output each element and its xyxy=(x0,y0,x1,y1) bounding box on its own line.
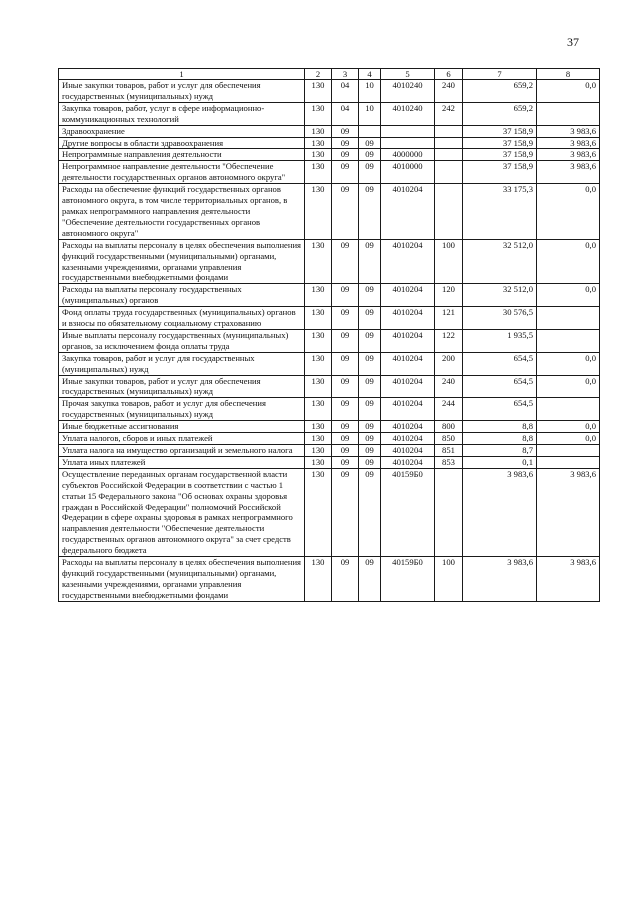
row-expense-type: 121 xyxy=(435,307,463,330)
row-name: Иные закупки товаров, работ и услуг для обеспечения государственных (муниципальных) нужд xyxy=(59,375,305,398)
row-subsection-code: 09 xyxy=(359,329,381,352)
page-number: 37 xyxy=(567,35,579,49)
row-expense-type: 240 xyxy=(435,375,463,398)
row-amount: 8,7 xyxy=(463,445,537,457)
row-target-code: 4010204 xyxy=(381,398,435,421)
row-expense-type xyxy=(435,137,463,149)
table-row xyxy=(59,184,600,240)
row-section-code: 09 xyxy=(332,433,359,445)
row-expense-type: 100 xyxy=(435,239,463,284)
row-section-code: 09 xyxy=(332,375,359,398)
row-target-code: 4010204 xyxy=(381,284,435,307)
row-amount: 33 175,3 xyxy=(463,184,537,240)
row-ministry-code: 130 xyxy=(305,445,332,457)
row-ministry-code: 130 xyxy=(305,329,332,352)
row-subsection-code: 09 xyxy=(359,161,381,184)
table-row xyxy=(59,456,600,468)
row-expense-type xyxy=(435,149,463,161)
row-name: Здравоохранение xyxy=(59,125,305,137)
row-federal-amount: 3 983,6 xyxy=(537,557,600,602)
row-target-code: 4010204 xyxy=(381,456,435,468)
row-section-code: 09 xyxy=(332,352,359,375)
row-amount: 654,5 xyxy=(463,398,537,421)
row-federal-amount: 3 983,6 xyxy=(537,161,600,184)
row-section-code: 04 xyxy=(332,80,359,103)
row-ministry-code: 130 xyxy=(305,557,332,602)
row-subsection-code: 09 xyxy=(359,433,381,445)
header-cell: 4 xyxy=(359,69,381,80)
row-name: Закупка товаров, работ и услуг для государственных (муниципальных) нужд xyxy=(59,352,305,375)
row-name: Расходы на выплаты персоналу государственных (муниципальных) органов xyxy=(59,284,305,307)
row-amount: 37 158,9 xyxy=(463,137,537,149)
row-federal-amount xyxy=(537,456,600,468)
row-ministry-code: 130 xyxy=(305,468,332,556)
table-row xyxy=(59,102,600,125)
row-target-code: 4010204 xyxy=(381,375,435,398)
row-ministry-code: 130 xyxy=(305,375,332,398)
row-amount: 654,5 xyxy=(463,375,537,398)
row-federal-amount: 0,0 xyxy=(537,375,600,398)
table-row xyxy=(59,307,600,330)
row-subsection-code: 10 xyxy=(359,80,381,103)
row-expense-type: 853 xyxy=(435,456,463,468)
row-section-code: 09 xyxy=(332,239,359,284)
row-federal-amount xyxy=(537,445,600,457)
row-expense-type: 244 xyxy=(435,398,463,421)
row-name: Иные выплаты персоналу государственных (муниципальных) органов, за исключением фонда оплаты труда xyxy=(59,329,305,352)
table-row xyxy=(59,352,600,375)
row-federal-amount: 3 983,6 xyxy=(537,137,600,149)
row-amount: 37 158,9 xyxy=(463,161,537,184)
budget-table xyxy=(58,68,600,602)
row-federal-amount xyxy=(537,329,600,352)
row-expense-type xyxy=(435,184,463,240)
row-section-code: 09 xyxy=(332,184,359,240)
row-subsection-code: 09 xyxy=(359,149,381,161)
row-expense-type: 242 xyxy=(435,102,463,125)
row-federal-amount: 0,0 xyxy=(537,80,600,103)
row-name: Прочая закупка товаров, работ и услуг для обеспечения государственных (муниципальных) нужд xyxy=(59,398,305,421)
header-cell: 6 xyxy=(435,69,463,80)
row-section-code: 09 xyxy=(332,468,359,556)
row-amount: 659,2 xyxy=(463,102,537,125)
row-federal-amount xyxy=(537,307,600,330)
row-target-code: 40159Б0 xyxy=(381,468,435,556)
row-expense-type xyxy=(435,468,463,556)
row-section-code: 09 xyxy=(332,125,359,137)
row-target-code: 4010000 xyxy=(381,161,435,184)
row-target-code xyxy=(381,137,435,149)
row-expense-type xyxy=(435,125,463,137)
row-amount: 37 158,9 xyxy=(463,149,537,161)
row-target-code: 4010240 xyxy=(381,80,435,103)
header-cell: 1 xyxy=(59,69,305,80)
row-federal-amount: 3 983,6 xyxy=(537,149,600,161)
row-section-code: 09 xyxy=(332,161,359,184)
row-name: Иные закупки товаров, работ и услуг для обеспечения государственных (муниципальных) нужд xyxy=(59,80,305,103)
row-section-code: 04 xyxy=(332,102,359,125)
table-row xyxy=(59,375,600,398)
row-section-code: 09 xyxy=(332,329,359,352)
row-expense-type: 800 xyxy=(435,421,463,433)
row-amount: 32 512,0 xyxy=(463,284,537,307)
table-row xyxy=(59,239,600,284)
row-amount: 32 512,0 xyxy=(463,239,537,284)
table-row xyxy=(59,284,600,307)
row-expense-type: 122 xyxy=(435,329,463,352)
header-cell: 7 xyxy=(463,69,537,80)
table-body xyxy=(59,80,600,602)
row-name: Другие вопросы в области здравоохранения xyxy=(59,137,305,149)
table-row xyxy=(59,398,600,421)
row-target-code: 4010204 xyxy=(381,433,435,445)
row-subsection-code: 09 xyxy=(359,137,381,149)
row-name: Расходы на выплаты персоналу в целях обеспечения выполнения функций государственными (муниципальными) органами, казенными учреждениями, органами управления государственными внебюджетными фондами xyxy=(59,557,305,602)
row-name: Иные бюджетные ассигнования xyxy=(59,421,305,433)
row-section-code: 09 xyxy=(332,307,359,330)
table-row xyxy=(59,468,600,556)
row-ministry-code: 130 xyxy=(305,307,332,330)
row-target-code: 40159Б0 xyxy=(381,557,435,602)
row-amount: 1 935,5 xyxy=(463,329,537,352)
row-target-code: 4000000 xyxy=(381,149,435,161)
row-ministry-code: 130 xyxy=(305,102,332,125)
row-amount: 3 983,6 xyxy=(463,468,537,556)
row-ministry-code: 130 xyxy=(305,284,332,307)
row-section-code: 09 xyxy=(332,456,359,468)
row-ministry-code: 130 xyxy=(305,161,332,184)
row-expense-type: 851 xyxy=(435,445,463,457)
row-subsection-code xyxy=(359,125,381,137)
row-expense-type: 200 xyxy=(435,352,463,375)
row-name: Фонд оплаты труда государственных (муниципальных) органов и взносы по обязательному социальному страхованию xyxy=(59,307,305,330)
row-subsection-code: 09 xyxy=(359,398,381,421)
row-expense-type xyxy=(435,161,463,184)
row-subsection-code: 09 xyxy=(359,456,381,468)
header-cell: 2 xyxy=(305,69,332,80)
row-federal-amount: 0,0 xyxy=(537,433,600,445)
row-ministry-code: 130 xyxy=(305,149,332,161)
row-expense-type: 240 xyxy=(435,80,463,103)
row-federal-amount: 0,0 xyxy=(537,421,600,433)
row-section-code: 09 xyxy=(332,284,359,307)
row-federal-amount: 0,0 xyxy=(537,239,600,284)
row-subsection-code: 09 xyxy=(359,352,381,375)
row-target-code: 4010204 xyxy=(381,307,435,330)
row-ministry-code: 130 xyxy=(305,239,332,284)
row-federal-amount: 0,0 xyxy=(537,184,600,240)
row-federal-amount xyxy=(537,102,600,125)
row-name: Расходы на обеспечение функций государственных органов автономного округа, в том числе территориальных органов, в рамках непрограммного направления деятельности "Обеспечение деятельности государственных органов автономного округа" xyxy=(59,184,305,240)
row-section-code: 09 xyxy=(332,137,359,149)
row-subsection-code: 09 xyxy=(359,284,381,307)
table-row xyxy=(59,125,600,137)
row-federal-amount: 3 983,6 xyxy=(537,468,600,556)
row-expense-type: 850 xyxy=(435,433,463,445)
row-target-code: 4010204 xyxy=(381,239,435,284)
row-subsection-code: 09 xyxy=(359,421,381,433)
header-cell: 3 xyxy=(332,69,359,80)
row-subsection-code: 09 xyxy=(359,445,381,457)
row-subsection-code: 09 xyxy=(359,468,381,556)
row-ministry-code: 130 xyxy=(305,456,332,468)
row-target-code: 4010240 xyxy=(381,102,435,125)
row-federal-amount: 0,0 xyxy=(537,284,600,307)
table-row xyxy=(59,433,600,445)
row-ministry-code: 130 xyxy=(305,421,332,433)
row-subsection-code: 09 xyxy=(359,557,381,602)
table-row xyxy=(59,421,600,433)
row-subsection-code: 10 xyxy=(359,102,381,125)
row-ministry-code: 130 xyxy=(305,125,332,137)
row-amount: 0,1 xyxy=(463,456,537,468)
row-name: Осуществление переданных органам государственной власти субъектов Российской Федерации в соответствии с частью 1 статьи 15 Федерального закона "Об основах охраны здоровья граждан в Российской Федерации" полномочий Российской Федерации в сфере охраны здоровья в рамках непрограммного направления деятельности "Обеспечение деятельности государственных органов автономного округа" за счет средств федерального бюджета xyxy=(59,468,305,556)
header-cell: 5 xyxy=(381,69,435,80)
row-subsection-code: 09 xyxy=(359,375,381,398)
row-amount: 30 576,5 xyxy=(463,307,537,330)
table-row xyxy=(59,137,600,149)
row-target-code: 4010204 xyxy=(381,329,435,352)
table-row xyxy=(59,445,600,457)
table-row xyxy=(59,329,600,352)
row-section-code: 09 xyxy=(332,149,359,161)
row-ministry-code: 130 xyxy=(305,137,332,149)
row-federal-amount: 3 983,6 xyxy=(537,125,600,137)
row-amount: 3 983,6 xyxy=(463,557,537,602)
row-target-code: 4010204 xyxy=(381,421,435,433)
row-ministry-code: 130 xyxy=(305,80,332,103)
row-federal-amount: 0,0 xyxy=(537,352,600,375)
row-amount: 37 158,9 xyxy=(463,125,537,137)
row-name: Закупка товаров, работ, услуг в сфере информационно-коммуникационных технологий xyxy=(59,102,305,125)
row-expense-type: 100 xyxy=(435,557,463,602)
row-ministry-code: 130 xyxy=(305,352,332,375)
row-ministry-code: 130 xyxy=(305,433,332,445)
row-subsection-code: 09 xyxy=(359,307,381,330)
row-section-code: 09 xyxy=(332,445,359,457)
row-target-code xyxy=(381,125,435,137)
row-target-code: 4010204 xyxy=(381,445,435,457)
row-target-code: 4010204 xyxy=(381,352,435,375)
row-amount: 659,2 xyxy=(463,80,537,103)
table-row xyxy=(59,149,600,161)
table-row xyxy=(59,80,600,103)
table-row xyxy=(59,557,600,602)
row-federal-amount xyxy=(537,398,600,421)
row-section-code: 09 xyxy=(332,557,359,602)
row-expense-type: 120 xyxy=(435,284,463,307)
table-row xyxy=(59,161,600,184)
row-section-code: 09 xyxy=(332,398,359,421)
row-name: Уплата иных платежей xyxy=(59,456,305,468)
row-name: Непрограммные направления деятельности xyxy=(59,149,305,161)
row-name: Расходы на выплаты персоналу в целях обеспечения выполнения функций государственными (муниципальными) органами, казенными учреждениями, органами управления государственными внебюджетными фондами xyxy=(59,239,305,284)
row-amount: 8,8 xyxy=(463,421,537,433)
row-name: Уплата налогов, сборов и иных платежей xyxy=(59,433,305,445)
row-section-code: 09 xyxy=(332,421,359,433)
table-header xyxy=(59,69,600,80)
header-cell: 8 xyxy=(537,69,600,80)
row-amount: 8,8 xyxy=(463,433,537,445)
row-target-code: 4010204 xyxy=(381,184,435,240)
row-ministry-code: 130 xyxy=(305,398,332,421)
row-name: Непрограммное направление деятельности "Обеспечение деятельности государственных органов автономного округа" xyxy=(59,161,305,184)
row-subsection-code: 09 xyxy=(359,184,381,240)
row-ministry-code: 130 xyxy=(305,184,332,240)
row-name: Уплата налога на имущество организаций и земельного налога xyxy=(59,445,305,457)
row-amount: 654,5 xyxy=(463,352,537,375)
row-subsection-code: 09 xyxy=(359,239,381,284)
